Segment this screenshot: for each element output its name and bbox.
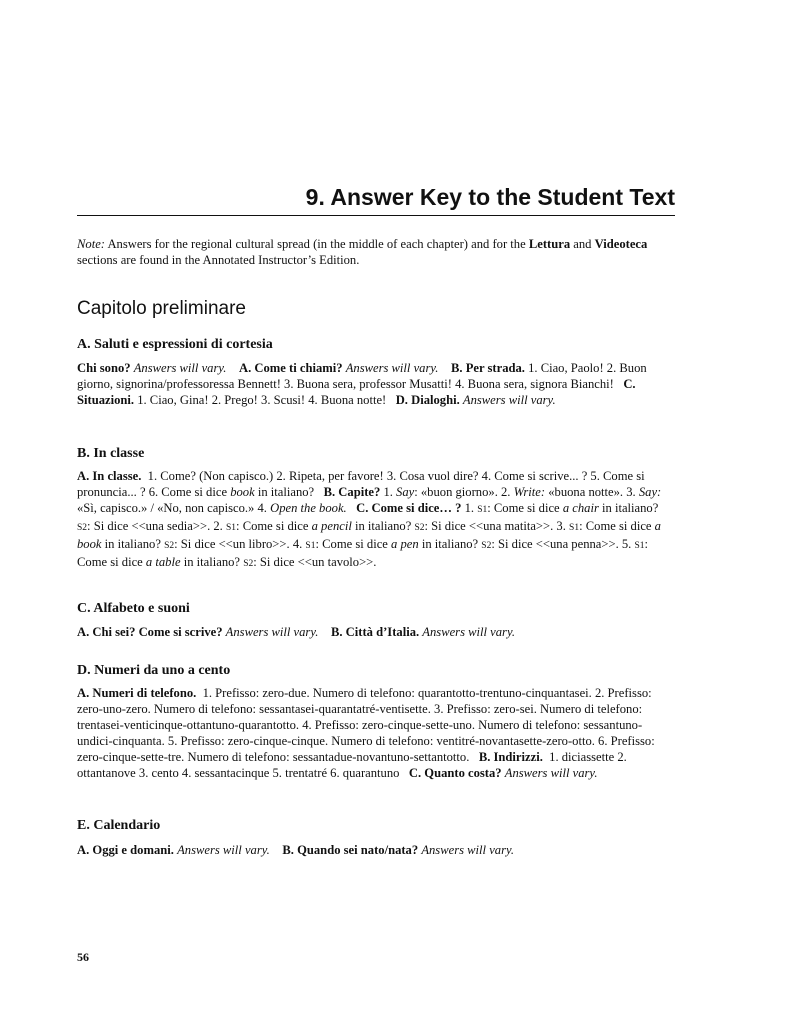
quanto-costa-label: C. Quanto costa? [408,765,502,780]
in-classe-text: 1. Come? (Non capisco.) 2. Ripeta, per favore! 3. Cosa vuol dire? 4. Come si scrive... ? 5. Come si pronuncia... ? 6. Come si dice [77,469,645,499]
section-title: Capitolo preliminare [77,298,246,319]
come-si-dice-text: in italiano? [183,554,241,569]
speaker-s1: S1 [226,522,237,533]
come-si-dice-text: : Come si dice [487,500,560,515]
speaker-s2: S2 [164,540,175,551]
come-si-dice-text: : Si dice <<una penna>>. 5. [491,536,632,551]
quando-label: B. Quando sei nato/nata? [282,843,419,857]
come-si-dice-text: : Si dice <<un libro>>. 4. [174,536,303,551]
chi-sei-label: A. Chi sei? Come si scrive? [77,625,223,639]
section-e-heading: E. Calendario [77,818,161,833]
note-and: and [573,237,592,251]
answers-will-vary: Answers will vary. [504,765,598,780]
note-text-1: Answers for the regional cultural spread (in the middle of each chapter) and for the [107,237,526,251]
say-term: Say: [638,484,662,499]
section-d-heading: D. Numeri da uno a cento [77,663,231,678]
come-si-dice-text: : Si dice <<una sedia>>. 2. [87,518,223,533]
note-text-2: sections are found in the Annotated Instructor’s Edition. [77,252,360,267]
section-a-heading: A. Saluti e espressioni di cortesia [77,337,273,352]
lettura-term: Lettura [528,237,571,251]
speaker-s2: S2 [414,522,425,533]
answers-will-vary: Answers will vary. [133,361,227,375]
section-c-heading: C. Alfabeto e suoni [77,601,190,616]
answers-will-vary: Answers will vary. [225,625,319,639]
speaker-s2: S2 [77,522,88,533]
come-si-dice-text: : Si dice <<un tavolo>>. [253,554,377,569]
come-si-dice-text: : Come si dice [579,518,652,533]
come-si-dice-text: : Come si dice [236,518,309,533]
a-table-term: a table [145,554,181,569]
a-chair-term: a chair [562,500,599,515]
capite-text: 1. [383,484,393,499]
oggi-label: A. Oggi e domani. [77,843,174,857]
say-term: Say [396,484,415,499]
come-si-dice-text: in italiano? [104,536,161,551]
answers-will-vary: Answers will vary. [422,625,516,639]
come-si-dice-text: : Come si dice [77,536,649,569]
section-d-answers [77,686,677,781]
come-si-dice-text: 1. [464,500,475,515]
open-book-term: Open the book. [270,500,347,515]
indirizzi-text: 1. diciassette 2. ottantanove 3. cento 4. sessantacinque 5. trentatré 6. quarantuno [77,749,627,780]
chapter-title: 9. Answer Key to the Student Text [77,181,675,216]
per-strada-label: B. Per strada. [451,361,525,375]
answers-will-vary: Answers will vary. [421,843,515,857]
note-label: Note: [77,237,105,251]
situazioni-text: 1. Ciao, Gina! 2. Prego! 3. Scusi! 4. Buona notte! [137,392,387,407]
speaker-s2: S2 [243,558,254,569]
videoteca-term: Videoteca [594,237,648,251]
capite-text: «buona notte». 3. [548,484,636,499]
section-a-answers [77,361,677,409]
intro-note [77,237,677,269]
come-si-dice-text: : Come si dice [315,536,388,551]
speaker-s1: S1 [569,522,580,533]
section-c-answers [77,625,677,641]
come-si-dice-text: : Si dice <<una matita>>. 3. [424,518,566,533]
come-ti-chiami-label: A. Come ti chiami? [239,361,343,375]
capite-label: B. Capite? [323,484,381,499]
numeri-di-telefono-label: A. Numeri di telefono. [77,686,197,700]
answers-will-vary: Answers will vary. [462,392,556,407]
in-classe-label: A. In classe. [77,469,142,483]
page-number: 56 [77,950,89,964]
section-b-answers [77,469,677,572]
citta-label: B. Città d’Italia. [330,625,420,639]
a-pencil-term: a pencil [311,518,352,533]
answers-will-vary: Answers will vary. [177,843,270,857]
dialoghi-label: D. Dialoghi. [395,392,460,407]
come-si-dice-text: in italiano? [421,536,479,551]
write-term: Write: [513,484,546,499]
answers-will-vary: Answers will vary. [345,361,439,375]
per-strada-text: 1. Ciao, Paolo! 2. Buon giorno, signorina/professoressa Bennett! 3. Buona sera, professor Musatti! 4. Buona sera, signora Bianchi! [77,361,647,391]
book-term: book [230,484,255,499]
speaker-s1: S1 [477,504,488,515]
come-si-dice-text: in italiano? [354,518,412,533]
come-si-dice-text: in italiano? [602,500,659,515]
speaker-s1: S1 [305,540,316,551]
situazioni-label: C. Situazioni. [77,376,636,407]
a-pen-term: a pen [391,536,419,551]
capite-text: «Sì, capisco.» / «No, non capisco.» 4. [77,500,267,515]
section-b-heading: B. In classe [77,446,145,461]
section-e-answers [77,843,677,859]
speaker-s1: S1 [634,540,645,551]
capite-text: : «buon giorno». 2. [414,484,511,499]
indirizzi-label: B. Indirizzi. [478,749,543,764]
come-si-dice-label: C. Come si dice… ? [356,500,462,515]
chi-sono-label: Chi sono? [77,361,131,375]
in-classe-text: in italiano? [257,484,315,499]
telefono-text: 1. Prefisso: zero-due. Numero di telefono: quarantotto-trentuno-cinquantasei. 2. Prefisso: zero-uno-zero. Numero di telefono: sessantasei-quarantatré-ventisette. 3. Prefisso: zero-sei. Numero di telefono: trentasei-venticinque-ottantuno-quarantotto. 4. Prefisso: zero-cinque-sette-uno. Numero di telefono: sessantuno-undici-cinquanta. 5. Prefisso: zero-cinque-cinque. Numero di telefono: ventitré-novantasette-zero-otto. 6. Prefisso: zero-cinque-sette-tre. Numero di telefono: sessantadue-novantuno-settantotto. [77,686,655,764]
a-book-term: a book [77,518,661,551]
speaker-s2: S2 [481,540,492,551]
